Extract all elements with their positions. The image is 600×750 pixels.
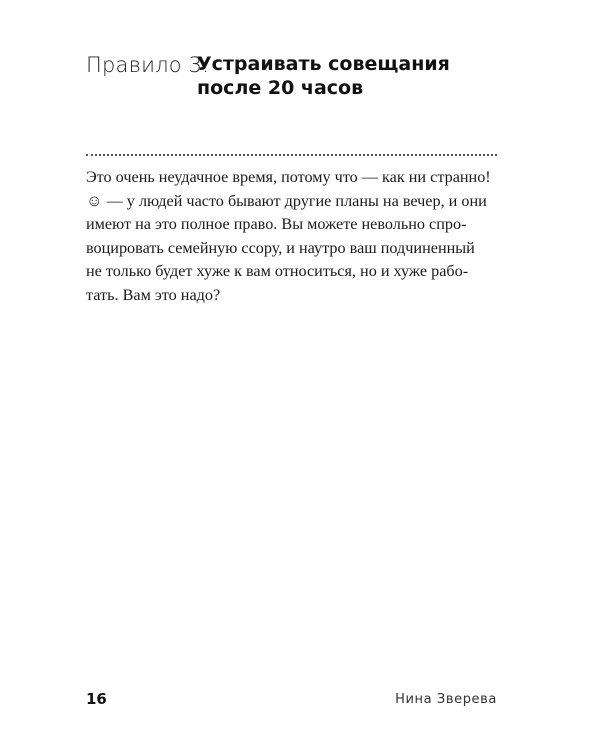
author-name: Нина Зверева	[395, 692, 497, 707]
body-paragraph	[86, 166, 506, 307]
dotted-divider	[86, 154, 497, 156]
rule-title-line: после 20 часов	[197, 77, 364, 99]
body-line: воцировать семейную ссору, и наутро ваш подчиненный	[86, 238, 475, 257]
rule-number: Правило 3.	[86, 53, 210, 77]
body-line: тать. Вам это надо?	[86, 285, 221, 304]
rule-title	[197, 52, 517, 100]
body-line: Это очень неудачное время, потому что — как ни странно!	[86, 168, 491, 186]
body-line: не только будет хуже к вам относиться, но и хуже рабо-	[86, 262, 469, 280]
body-line: имеют на это полное право. Вы можете невольно спро-	[86, 215, 467, 233]
body-line: ☺ — у людей часто бывают другие планы на вечер, и они	[86, 191, 487, 210]
rule-title-line: Устраивать совещания	[197, 53, 450, 75]
page-number: 16	[86, 690, 107, 708]
